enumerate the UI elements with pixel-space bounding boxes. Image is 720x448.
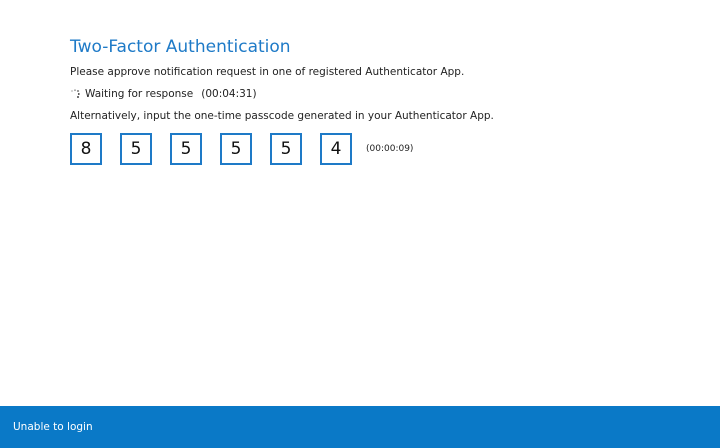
main-content [70, 36, 690, 165]
otp-digit-2[interactable]: 5 [120, 133, 152, 165]
otp-digit-3[interactable]: 5 [170, 133, 202, 165]
unable-to-login-link[interactable]: Unable to login [13, 421, 93, 433]
otp-input-row [70, 133, 690, 165]
loading-spinner-icon [70, 89, 80, 99]
otp-digit-6[interactable]: 4 [320, 133, 352, 165]
waiting-label: Waiting for response [85, 88, 194, 100]
approve-instruction: Please approve notification request in one of registered Authenticator App. [70, 66, 465, 78]
otp-timer: (00:00:09) [366, 144, 414, 154]
alternative-instruction: Alternatively, input the one-time passcode generated in your Authenticator App. [70, 110, 494, 122]
waiting-status [70, 87, 690, 101]
otp-digit-5[interactable]: 5 [270, 133, 302, 165]
footer-bar [0, 406, 720, 448]
page-title: Two-Factor Authentication [70, 37, 291, 57]
otp-digit-1[interactable]: 8 [70, 133, 102, 165]
otp-digit-4[interactable]: 5 [220, 133, 252, 165]
waiting-timer: (00:04:31) [201, 88, 257, 100]
